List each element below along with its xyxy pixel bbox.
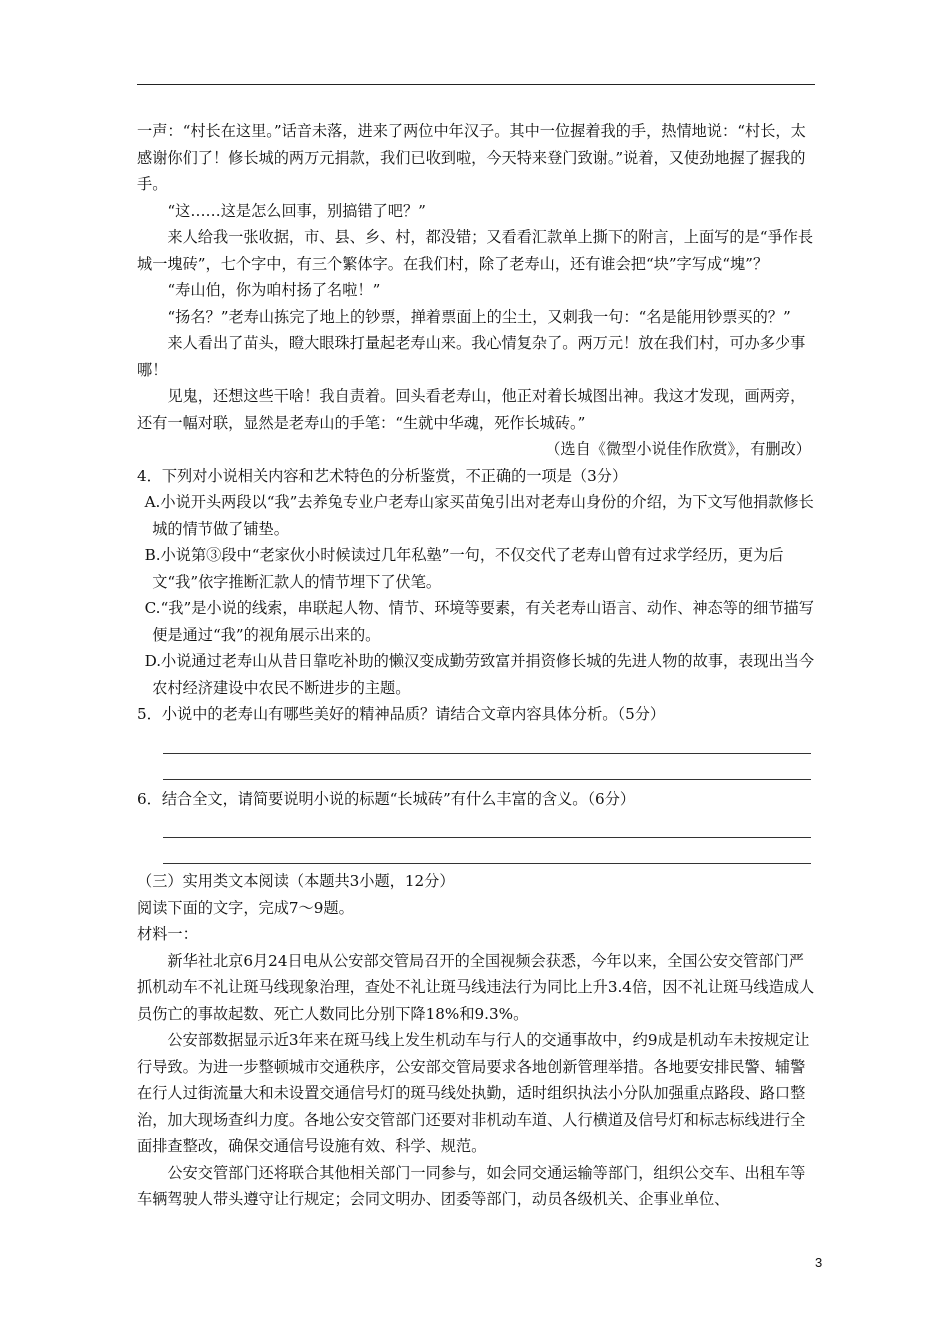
question-4-stem: 4．下列对小说相关内容和艺术特色的分析鉴赏，不正确的一项是（3分） — [137, 466, 628, 485]
answer-line[interactable] — [163, 728, 811, 754]
answer-line[interactable] — [163, 754, 811, 780]
answer-line[interactable] — [163, 838, 811, 864]
header-rule — [137, 84, 815, 85]
document-body — [137, 118, 817, 1213]
material-label: 材料一： — [137, 925, 198, 943]
material-paragraph: 公安部数据显示近3年来在斑马线上发生机动车与行人的交通事故中，约9成是机动车未按规定让行导致。为进一步整顿城市交通秩序，公安部交管局要求各地创新管理举措。各地要安排民警、辅警在行人过街流量大和未设置交通信号灯的斑马线处执勤，适时组织执法小分队加强重点路段、路口整治，加大现场查纠力度。各地公安交管部门还要对非机动车道、人行横道及信号灯和标志标线进行全面排查整改，确保交通信号设施有效、科学、规范。 — [137, 1031, 810, 1155]
page-number: 3 — [815, 1255, 823, 1270]
question-5-stem: 5．小说中的老寿山有哪些美好的精神品质？请结合文章内容具体分析。（5分） — [137, 705, 666, 723]
story-paragraph: “这……这是怎么回事，别搞错了吧？” — [167, 201, 426, 220]
story-paragraph: 来人给我一张收据，市、县、乡、村，都没错；又看看汇款单上撕下的附言，上面写的是“爭作長城一塊砖”，七个字中，有三个繁体字。在我们村，除了老寿山，还有谁会把“块”字写成“塊”？ — [137, 228, 814, 273]
story-source: （选自《微型小说佳作欣赏》，有删改） — [545, 440, 811, 458]
question-4-option-b: B.小说第③段中“老家伙小时候读过几年私塾”一句，不仅交代了老寿山曾有过求学经历，更为后文“我”依字推断汇款人的情节埋下了伏笔。 — [144, 546, 784, 591]
story-paragraph: “寿山伯，你为咱村扬了名啦！” — [167, 281, 381, 299]
story-paragraph: “扬名？”老寿山拣完了地上的钞票，掸着票面上的尘土，又刺我一句：“名是能用钞票买的？” — [167, 307, 791, 326]
answer-line[interactable] — [163, 812, 811, 838]
section-3-heading: （三）实用类文本阅读（本题共3小题，12分） — [137, 872, 455, 890]
story-paragraph: 一声：“村长在这里。”话音未落，进来了两位中年汉子。其中一位握着我的手，热情地说：“村长，太感谢你们了！修长城的两万元捐款，我们已收到啦，今天特来登门致谢。”说着，又使劲地握了握我的手。 — [137, 122, 806, 193]
story-paragraph: 来人看出了苗头，瞪大眼珠打量起老寿山来。我心情复杂了。两万元！放在我们村，可办多少事哪！ — [137, 334, 806, 379]
material-paragraph: 公安交管部门还将联合其他相关部门一同参与，如会同交通运输等部门，组织公交车、出租车等车辆驾驶人带头遵守让行规定；会同文明办、团委等部门，动员各级机关、企事业单位、 — [137, 1163, 806, 1208]
question-6-stem: 6．结合全文，请简要说明小说的标题“长城砖”有什么丰富的含义。（6分） — [137, 789, 636, 808]
material-paragraph: 新华社北京6月24日电从公安部交管局召开的全国视频会获悉，今年以来，全国公安交管部门严抓机动车不礼让斑马线现象治理，查处不礼让斑马线违法行为同比上升3.4倍，因不礼让斑马线造成人员伤亡的事故起数、死亡人数同比分别下降18%和9.3%。 — [137, 951, 815, 1023]
story-paragraph: 见鬼，还想这些干啥！我自责着。回头看老寿山，他正对着长城图出神。我这才发现，画两旁，还有一幅对联，显然是老寿山的手笔：“生就中华魂，死作长城砖。” — [137, 387, 806, 432]
question-4-option-d: D.小说通过老寿山从昔日靠吃补助的懒汉变成勤劳致富并捐资修长城的先进人物的故事，表现出当今农村经济建设中农民不断进步的主题。 — [144, 652, 815, 697]
question-4-option-a: A.小说开头两段以“我”去养兔专业户老寿山家买苗兔引出对老寿山身份的介绍，为下文写他捐款修长城的情节做了铺垫。 — [144, 493, 814, 538]
section-3-instruction: 阅读下面的文字，完成7～9题。 — [137, 898, 354, 917]
question-4-option-c: C.“我”是小说的线索，串联起人物、情节、环境等要素，有关老寿山语言、动作、神态等的细节描写便是通过“我”的视角展示出来的。 — [144, 599, 814, 644]
